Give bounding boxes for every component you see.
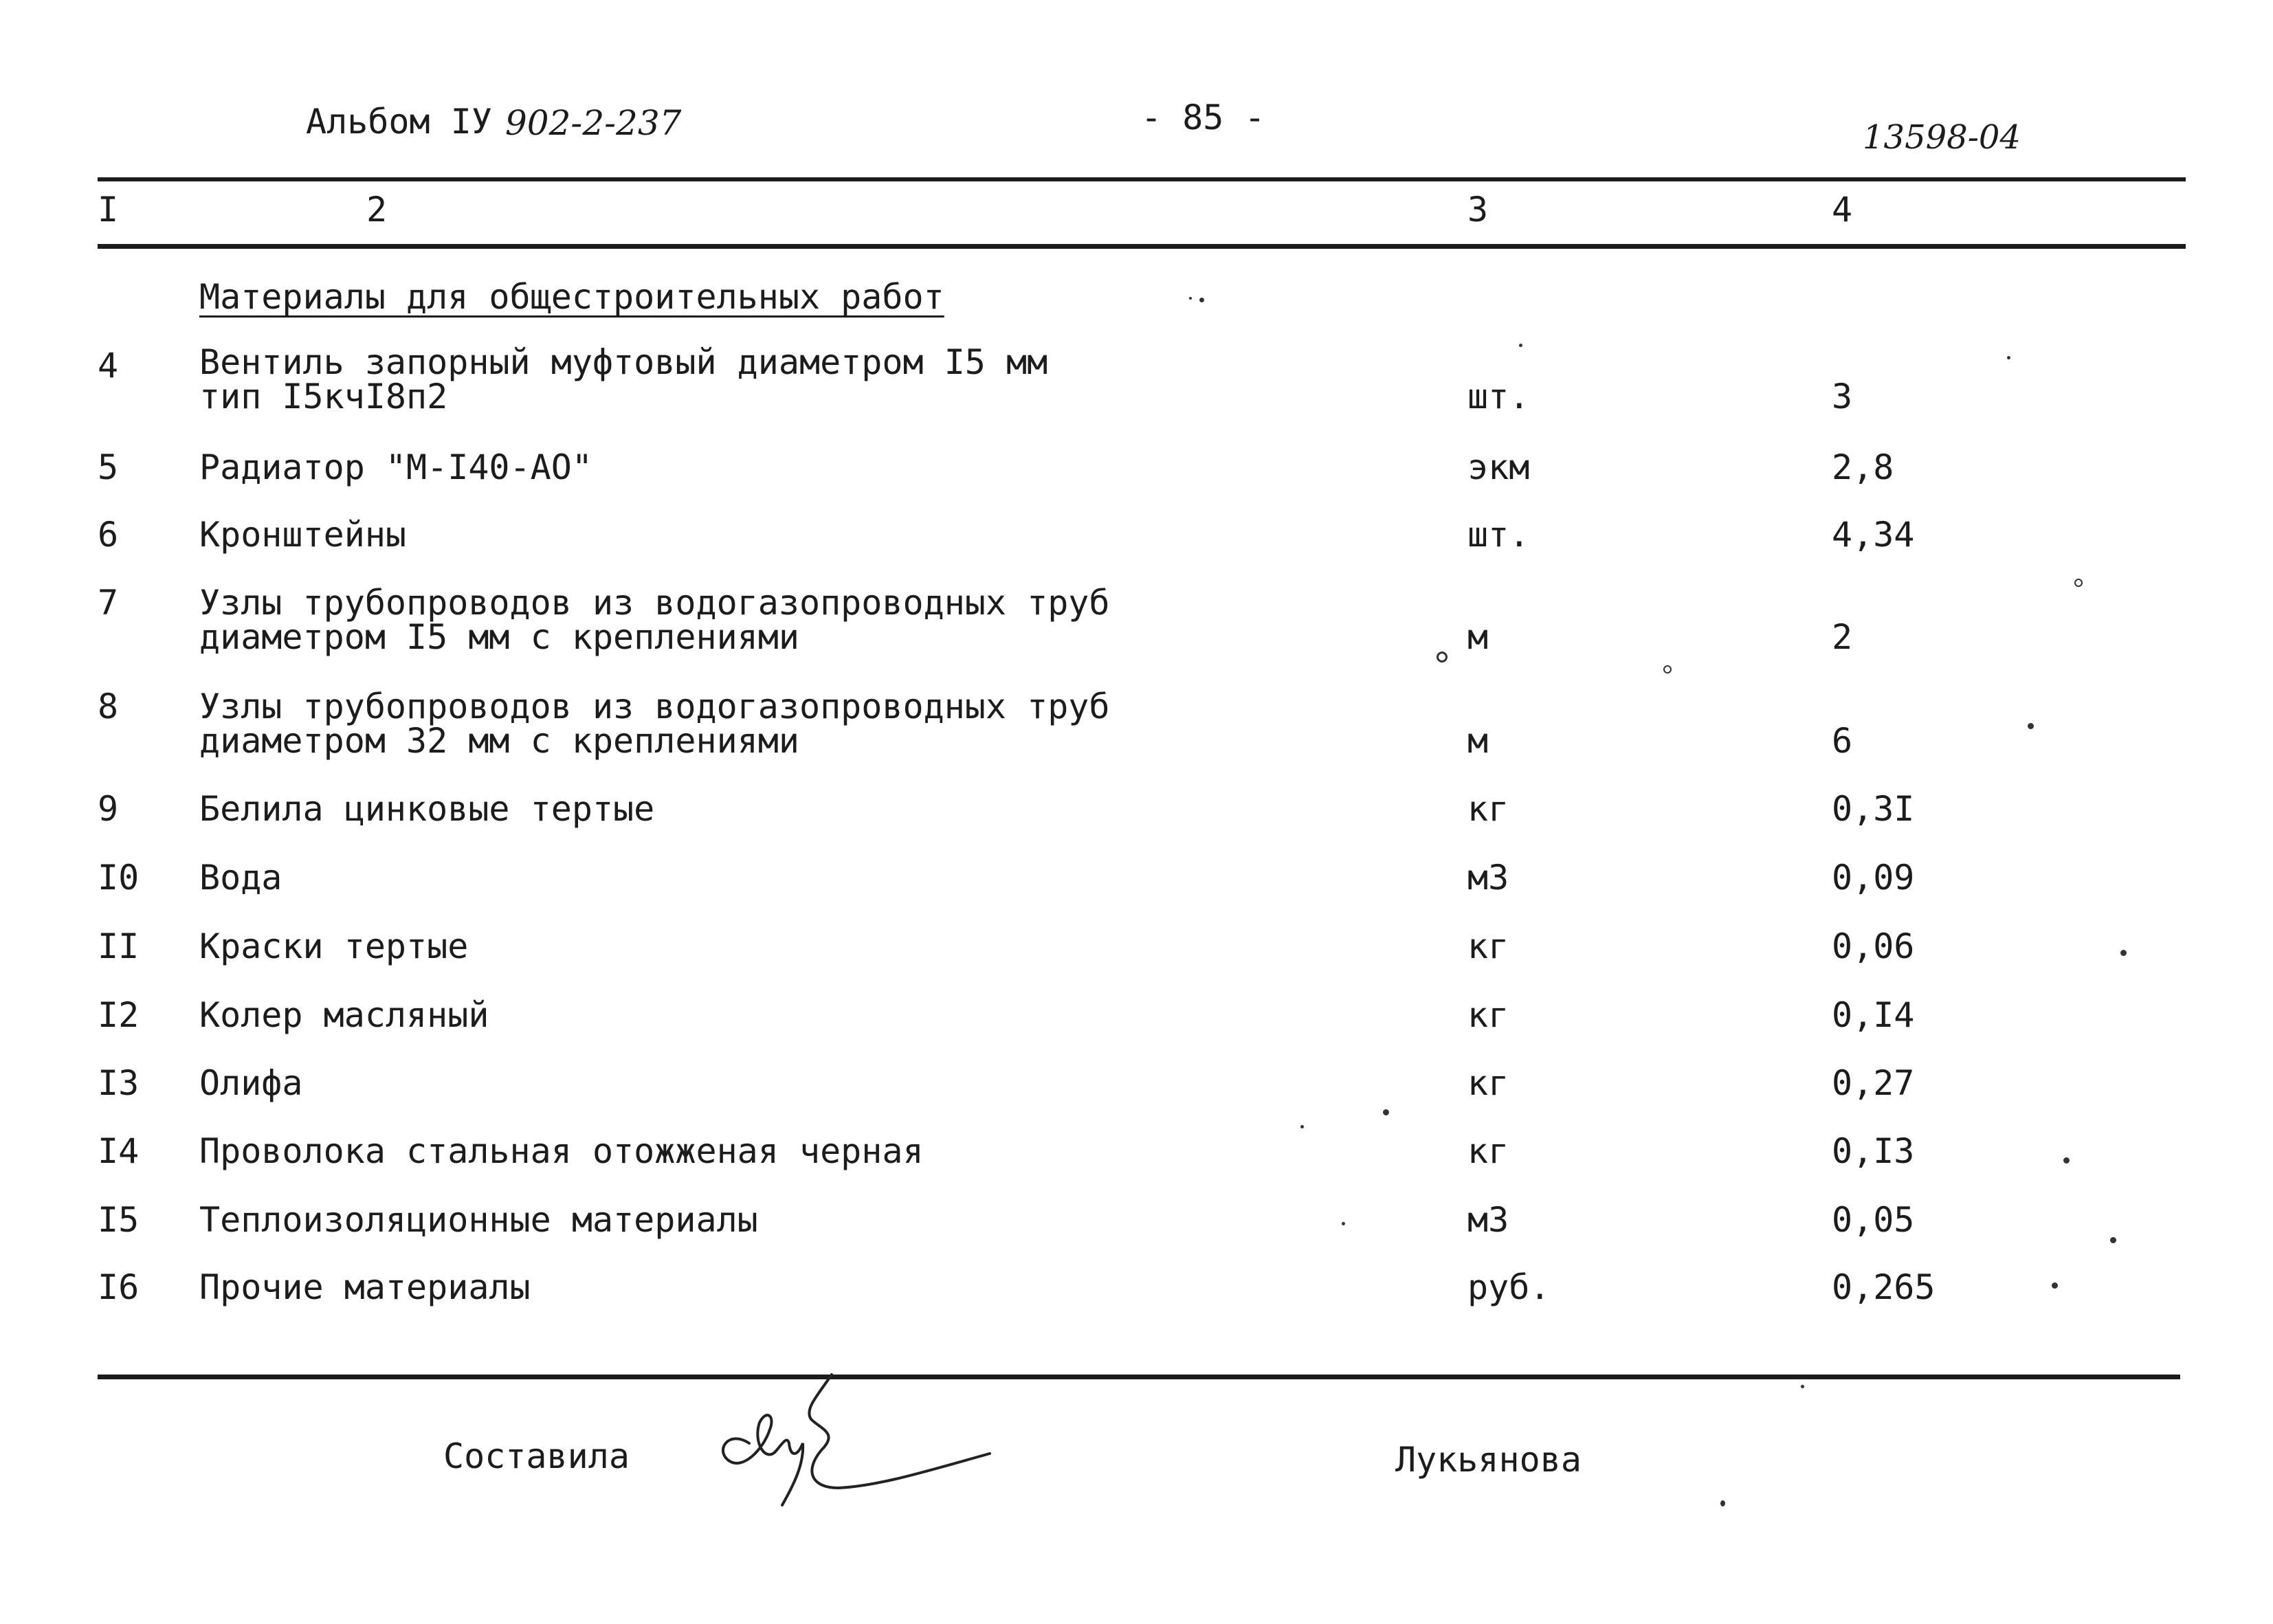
column-header-3: 3 bbox=[1467, 190, 1489, 230]
row-unit: кг bbox=[1467, 1063, 1509, 1103]
row-name-line: Колер масляный bbox=[199, 995, 489, 1035]
table-top-rule bbox=[98, 177, 2186, 181]
row-name-line: Вода bbox=[199, 858, 282, 898]
column-header-2: 2 bbox=[366, 190, 388, 230]
row-name-line: Краски тертые bbox=[199, 926, 469, 966]
page-number: - 85 - bbox=[1141, 98, 1265, 137]
row-name-line: Белила цинковые тертые bbox=[199, 789, 655, 829]
row-quantity: 0,I4 bbox=[1832, 995, 1915, 1035]
row-name-line: Вентиль запорный муфтовый диаметром I5 мм bbox=[199, 342, 1048, 382]
row-quantity: 2 bbox=[1832, 617, 1853, 657]
row-unit: кг bbox=[1467, 926, 1509, 966]
row-quantity: 0,3I bbox=[1832, 789, 1915, 829]
scan-speck bbox=[1199, 298, 1204, 302]
row-unit: экм bbox=[1467, 447, 1530, 487]
row-quantity: 0,265 bbox=[1832, 1267, 1936, 1307]
row-unit: м bbox=[1467, 721, 1489, 761]
row-quantity: 6 bbox=[1832, 721, 1853, 761]
row-quantity: 0,27 bbox=[1832, 1063, 1915, 1103]
scan-speck bbox=[1342, 1222, 1345, 1225]
row-unit: кг bbox=[1467, 789, 1509, 829]
row-quantity: 2,8 bbox=[1832, 447, 1894, 487]
row-name-line: Кронштейны bbox=[199, 515, 407, 555]
row-quantity: 0,05 bbox=[1832, 1200, 1915, 1240]
table-bottom-rule bbox=[98, 1375, 2180, 1379]
row-unit: руб. bbox=[1467, 1267, 1551, 1307]
row-name-line: диаметром I5 мм с креплениями bbox=[199, 617, 799, 657]
document-code: 13598-04 bbox=[1863, 118, 2021, 157]
row-number: 5 bbox=[98, 447, 119, 487]
row-number: I3 bbox=[98, 1063, 140, 1103]
row-unit: шт. bbox=[1467, 515, 1530, 555]
row-quantity: 0,06 bbox=[1832, 926, 1915, 966]
scan-speck bbox=[2110, 1237, 2116, 1243]
row-name-line: диаметром 32 мм с креплениями bbox=[199, 721, 799, 761]
scan-speck bbox=[2074, 579, 2083, 587]
column-header-4: 4 bbox=[1832, 190, 1853, 230]
album-label: Альбом IУ bbox=[306, 102, 492, 142]
row-quantity: 3 bbox=[1832, 377, 1853, 416]
scan-speck bbox=[2007, 356, 2010, 359]
scan-speck bbox=[1189, 297, 1192, 300]
row-unit: м3 bbox=[1467, 858, 1509, 898]
scan-speck bbox=[1801, 1385, 1804, 1388]
row-number: 4 bbox=[98, 346, 119, 386]
scan-speck bbox=[2052, 1282, 2058, 1289]
row-number: 9 bbox=[98, 789, 119, 829]
row-name-line: Узлы трубопроводов из водогазопроводных труб bbox=[199, 687, 1110, 726]
scan-speck bbox=[1300, 1125, 1304, 1128]
row-name-line: Проволока стальная отожженая черная bbox=[199, 1131, 924, 1171]
scan-speck bbox=[2063, 1157, 2070, 1164]
section-title: Материалы для общестроительных работ bbox=[199, 277, 944, 317]
scan-speck bbox=[1720, 1500, 1725, 1506]
compiled-by-label: Составила bbox=[443, 1436, 630, 1476]
row-number: 6 bbox=[98, 515, 119, 555]
row-number: I5 bbox=[98, 1200, 140, 1240]
column-header-1: I bbox=[98, 190, 119, 230]
row-number: 7 bbox=[98, 583, 119, 623]
row-name-line: Узлы трубопроводов из водогазопроводных труб bbox=[199, 583, 1110, 623]
scan-speck bbox=[1663, 665, 1672, 674]
row-number: I6 bbox=[98, 1267, 140, 1307]
scan-speck bbox=[2120, 950, 2127, 956]
row-number: II bbox=[98, 926, 140, 966]
row-number: I2 bbox=[98, 995, 140, 1035]
row-unit: м bbox=[1467, 617, 1489, 657]
row-name-line: Прочие материалы bbox=[199, 1267, 531, 1307]
scan-speck bbox=[2028, 723, 2034, 729]
row-unit: кг bbox=[1467, 1131, 1509, 1171]
row-quantity: 4,34 bbox=[1832, 515, 1915, 555]
row-number: 8 bbox=[98, 687, 119, 726]
row-name-line: Теплоизоляционные материалы bbox=[199, 1200, 758, 1240]
row-unit: м3 bbox=[1467, 1200, 1509, 1240]
row-unit: шт. bbox=[1467, 377, 1530, 416]
row-quantity: 0,I3 bbox=[1832, 1131, 1915, 1171]
signature bbox=[701, 1368, 997, 1512]
album-number: 902-2-237 bbox=[505, 103, 682, 143]
table-header-rule bbox=[98, 244, 2186, 249]
scan-speck bbox=[1383, 1109, 1389, 1115]
row-name-line: Олифа bbox=[199, 1063, 303, 1103]
row-quantity: 0,09 bbox=[1832, 858, 1915, 898]
compiler-name: Лукьянова bbox=[1395, 1440, 1582, 1480]
row-unit: кг bbox=[1467, 995, 1509, 1035]
scan-speck bbox=[1519, 344, 1522, 347]
row-number: I4 bbox=[98, 1131, 140, 1171]
row-name-line: тип I5кчI8п2 bbox=[199, 377, 448, 416]
scan-speck bbox=[1437, 652, 1448, 663]
row-number: I0 bbox=[98, 858, 140, 898]
row-name-line: Радиатор "М-I40-АО" bbox=[199, 447, 592, 487]
